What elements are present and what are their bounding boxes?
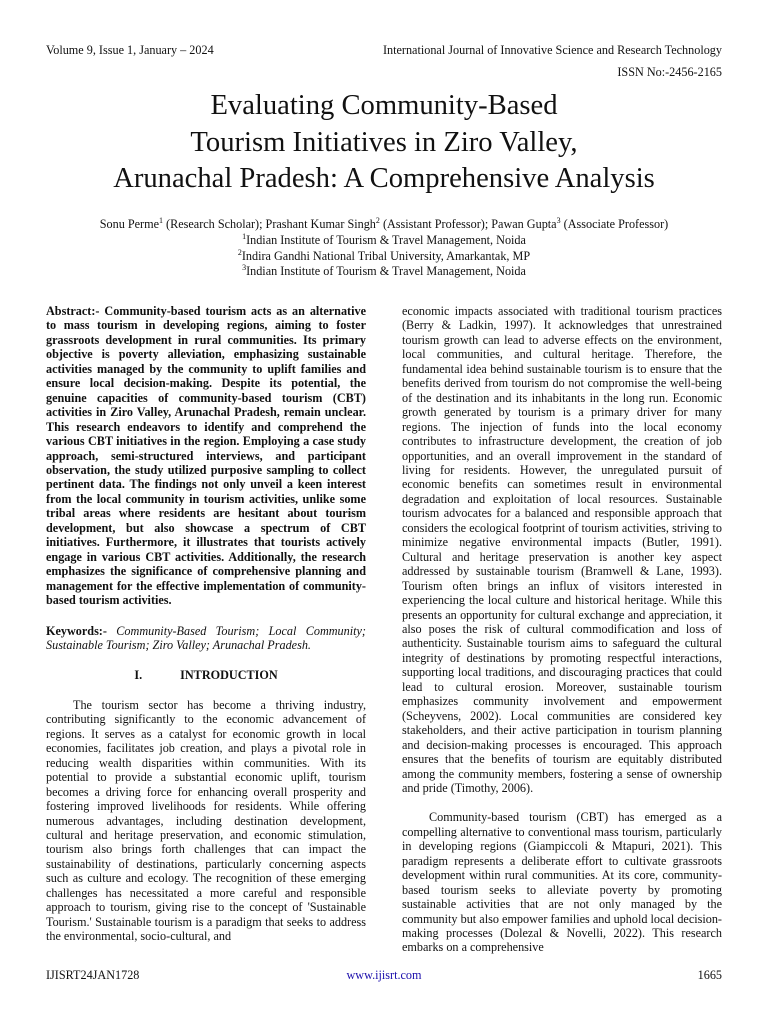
title-line-1: Evaluating Community-Based [210,90,558,121]
keywords: Keywords:- Community-Based Tourism; Local Community; Sustainable Tourism; Ziro Valley; Arunachal Pradesh. [46,623,366,652]
right-column [402,304,722,955]
intro-paragraph-1-continued: economic impacts associated with traditional tourism practices (Berry & Ladkin, 1997). It acknowledges that unrestrained tourism growth can lead to adverse effects on the environment, local communities, and cultural heritage. Therefore, the fundamental idea behind sustainable tourism is to ensure that the benefits derived from tourism do not compromise the well-being of the destination and its inhabitants in the long run. Economic growth generated by tourism is a primary driver for many regions. The injection of funds into the local economy contributes to infrastructure development, the creation of job opportunities, and an overall improvement in the standard of living for residents. However, the unregulated pursuit of economic benefits can sometimes result in environmental degradation and exploitation of local resources. Sustainable tourism advocates for a balanced and responsible approach that considers the ecological footprint of tourism activities, striving to minimize negative environmental impacts (Butler, 1991). Cultural and heritage preservation is another key aspect addressed by sustainable tourism (Bramwell & Lane, 1993). Tourism often brings an influx of visitors interested in experiencing the local culture and historical heritage. While this presents an opportunity for cultural exchange and appreciation, it also poses the risk of cultural commodification and loss of authenticity. Sustainable tourism aims to safeguard the cultural integrity of destinations by promoting respectful interactions, supporting local traditions, and discouraging practices that could lead to cultural erosion. Moreover, sustainable tourism emphasizes community involvement and empowerment (Scheyvens, 2002). Local communities are considered key stakeholders, and their active participation in tourism planning and decision-making processes is encouraged. This approach ensures that the benefits of tourism are equitably distributed among the community members, fostering a sense of ownership and pride (Timothy, 2006). [402,304,722,795]
intro-paragraph-2: Community-based tourism (CBT) has emerged as a compelling alternative to conventional mass tourism, particularly in developing regions (Giampiccoli & Mtapuri, 2021). This paradigm represents a deliberate effort to cultivate grassroots development within rural communities. At its core, community-based tourism seeks to alleviate poverty by promoting sustainable activities that are not only managed by the community but also empower families and uphold local decision-making processes (Dolezal & Novelli, 2022). This research embarks on a comprehensive [402,810,722,955]
title-line-2: Tourism Initiatives in Ziro Valley, [190,126,578,158]
abstract: Abstract:- Community-based tourism acts as an alternative to mass tourism in developing regions, aiming to foster grassroots development in rural communities. Its primary objective is poverty alleviation, emphasizing sustainable activities managed by the community to uplift families and ensure local decision-making. Despite its potential, the genuine capacities of community-based tourism (CBT) activities in Ziro Valley, Arunachal Pradesh, remain unclear. This research endeavors to identify and comprehend the various CBT initiatives in the region. Employing a case study approach, semi-structured interviews, and participant observation, the study utilized purposive sampling to collect pertinent data. The findings not only unveil a keen interest from the local community in tourism activities, unlike some tribal areas where residents are hesitant about tourism development, but also showcase a spectrum of CBT initiatives. Furthermore, it illustrates that tourists actively engage in various CBT activities. Additionally, the research emphasizes the significance of comprehensive planning and management for the effective implementation of community-based tourism activities. [46,304,366,608]
affiliation-3: $^3$Indian Institute of Tourism & Travel Management, Noida [242,263,526,279]
affiliation-2: $^2$Indira Gandhi National Tribal University, Amarkantak, MP [237,247,531,263]
title-line-3: Arunachal Pradesh: A Comprehensive Analysis [113,163,655,194]
volume-issue: Volume 9, Issue 1, January – 2024 [46,43,214,57]
left-column [46,304,366,944]
paper-id: IJISRT24JAN1728 [46,968,140,982]
intro-paragraph-1: The tourism sector has become a thriving industry, contributing significantly to the economic advancement of regions. It serves as a catalyst for economic growth in local economies, facilitates job creation, and plays a pivotal role in reducing wealth disparities within communities. With its potential to provide a substantial economic uplift, tourism becomes a driving force for enhancing overall prosperity and fostering improved livelihoods for residents. While offering numerous advantages, including destination development, cultural and heritage preservation, and economic stimulation, tourism also brings forth challenges that can impact the sustainability of destinations, particularly concerning aspects such as culture and ecology. The recognition of these emerging challenges has necessitated a more careful and responsible approach to tourism, giving rise to the concept of 'Sustainable Tourism.' Sustainable tourism is a paradigm that seeks to address the environmental, socio-cultural, and [46,697,366,944]
page-number: 1665 [697,968,722,982]
paper-title [40,88,728,198]
affiliation-1: $^1$Indian Institute of Tourism & Travel Management, Noida [242,231,526,247]
author-block [40,217,728,280]
journal-name: International Journal of Innovative Science and Research Technology [382,43,722,57]
website-link[interactable]: www.ijisrt.com [346,968,422,982]
section-heading-introduction: I. INTRODUCTION [134,668,278,683]
author-list: Sonu Perme$^1$ (Research Scholar); Prashant Kumar Singh$^2$ (Assistant Professor); Pawan Gupta$^3$ (Associate Professor) [99,215,669,231]
issn: ISSN No:-2456-2165 [617,65,722,79]
